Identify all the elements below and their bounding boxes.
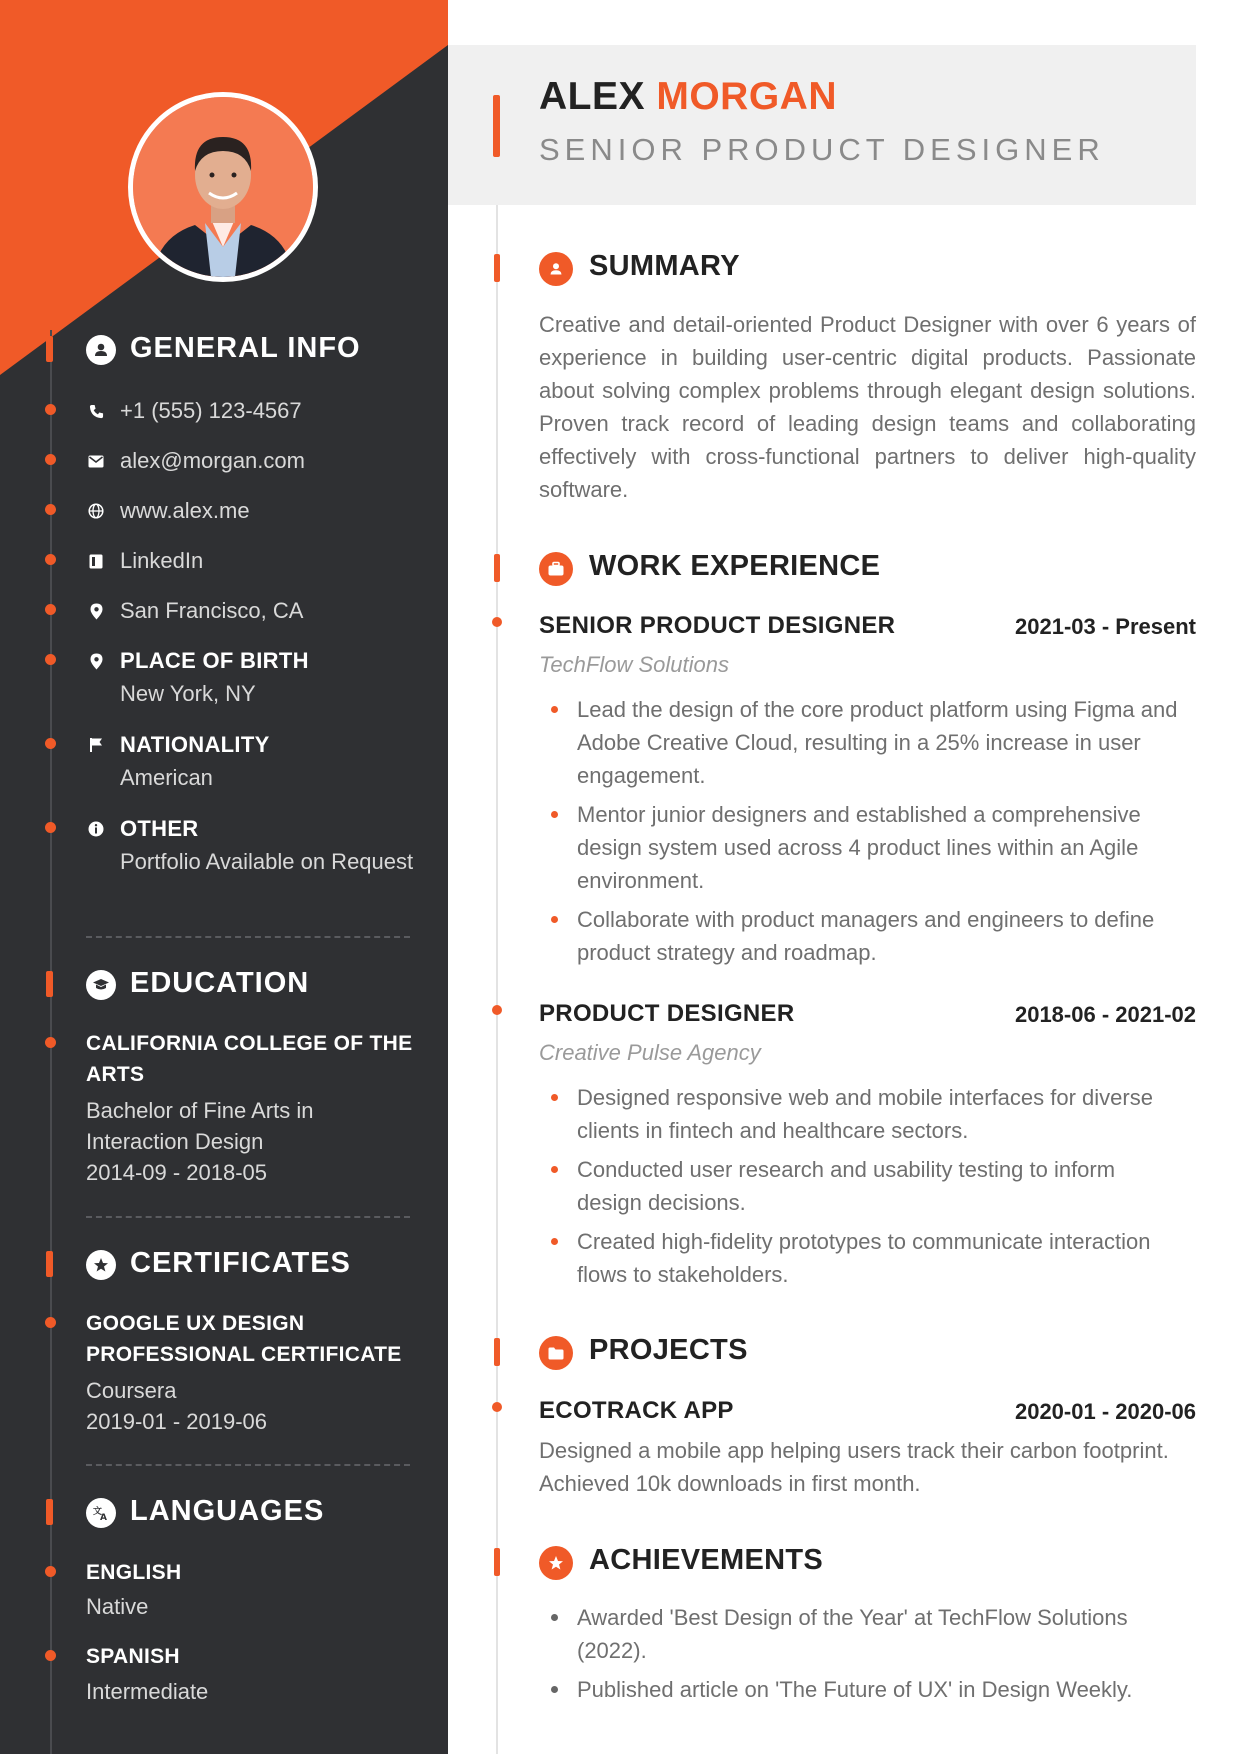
education-school: CALIFORNIA COLLEGE OF THE ARTS	[86, 1032, 413, 1086]
linkedin-text[interactable]: LinkedIn	[120, 548, 204, 573]
job-bullets	[539, 1081, 1179, 1297]
section-title: GENERAL INFO	[130, 332, 361, 364]
timeline-dot	[492, 1005, 502, 1015]
birthplace-label: PLACE OF BIRTH	[120, 648, 309, 673]
education-degree: Bachelor of Fine Arts in Interaction Design	[86, 1098, 314, 1154]
svg-text:文: 文	[93, 1507, 103, 1517]
section-marker	[46, 971, 53, 997]
section-marker	[494, 1548, 500, 1576]
user-icon	[86, 335, 116, 365]
section-title: WORK EXPERIENCE	[589, 550, 881, 582]
location-text: San Francisco, CA	[120, 598, 304, 623]
achievement-list	[539, 1601, 1199, 1712]
section-title: PROJECTS	[589, 1334, 748, 1366]
achievement-item: Published article on 'The Future of UX' in Design Weekly.	[539, 1673, 1199, 1706]
work-heading	[0, 550, 1240, 590]
job-bullet: Lead the design of the core product platform using Figma and Adobe Creative Cloud, resulting in a 25% increase in user engagement.	[539, 693, 1179, 792]
job-role: SENIOR PRODUCT DESIGNER	[539, 612, 896, 639]
translate-icon	[86, 1498, 116, 1528]
language-level: Intermediate	[86, 1679, 209, 1704]
job-dates: 2021-03 - Present	[1015, 614, 1196, 639]
section-divider	[86, 1464, 410, 1466]
timeline-dot	[492, 1402, 502, 1412]
section-marker	[46, 336, 53, 362]
section-divider	[86, 936, 410, 938]
nationality-label: NATIONALITY	[120, 732, 270, 757]
education-section	[0, 965, 448, 1005]
timeline-dot	[45, 1650, 56, 1661]
timeline-dot	[45, 1037, 56, 1048]
main-timeline	[496, 205, 498, 1754]
section-marker	[46, 1499, 53, 1525]
job-bullet: Designed responsive web and mobile interfaces for diverse clients in fintech and healthcare sectors.	[539, 1081, 1179, 1147]
project-description: Designed a mobile app helping users track their carbon footprint. Achieved 10k downloads in first month.	[539, 1438, 1169, 1496]
language-name: SPANISH	[86, 1645, 180, 1668]
first-name: ALEX	[539, 75, 646, 118]
job-company: TechFlow Solutions	[539, 652, 729, 677]
job-bullet: Collaborate with product managers and engineers to define product strategy and roadmap.	[539, 903, 1179, 969]
general-info-section	[0, 330, 448, 370]
languages-heading	[0, 1493, 448, 1533]
certificate-issuer: Coursera	[86, 1378, 177, 1403]
location-pin-icon	[86, 601, 106, 621]
job-dates: 2018-06 - 2021-02	[1014, 1002, 1196, 1027]
info-icon	[86, 819, 106, 839]
star-icon	[539, 1546, 573, 1580]
general-info-heading	[0, 330, 448, 370]
last-name: MORGAN	[656, 75, 838, 118]
job-role: PRODUCT DESIGNER	[539, 1000, 795, 1027]
briefcase-icon	[539, 552, 573, 586]
timeline-dot	[492, 617, 502, 627]
header-marker	[493, 95, 500, 157]
section-title: LANGUAGES	[130, 1495, 325, 1527]
graduation-cap-icon	[86, 970, 116, 1000]
certificates-section	[0, 1245, 448, 1285]
section-marker	[46, 1251, 53, 1277]
section-marker	[494, 1338, 500, 1366]
email-text[interactable]: alex@morgan.com	[120, 448, 305, 473]
timeline-dot	[45, 404, 56, 415]
summary-heading	[0, 250, 1240, 290]
job-company: Creative Pulse Agency	[539, 1040, 761, 1065]
language-name: ENGLISH	[86, 1561, 182, 1584]
website-text[interactable]: www.alex.me	[120, 498, 250, 523]
user-icon	[539, 252, 573, 286]
job-bullet: Conducted user research and usability testing to inform design decisions.	[539, 1153, 1179, 1219]
timeline-dot	[45, 1317, 56, 1328]
section-marker	[494, 554, 500, 582]
other-value: Portfolio Available on Request	[120, 849, 414, 874]
other-label: OTHER	[120, 816, 199, 841]
mail-icon	[86, 451, 106, 471]
timeline-dot	[45, 504, 56, 515]
achievement-item: Awarded 'Best Design of the Year' at TechFlow Solutions (2022).	[539, 1601, 1199, 1667]
birthplace-value: New York, NY	[120, 681, 256, 706]
phone-icon	[86, 401, 106, 421]
globe-icon	[86, 501, 106, 521]
job-bullet: Mentor junior designers and established a comprehensive design system used across 4 product lines within an Agile environment.	[539, 798, 1179, 897]
section-title: SUMMARY	[589, 250, 740, 282]
location-pin-icon	[86, 651, 106, 671]
timeline-dot	[45, 822, 56, 833]
timeline-dot	[45, 738, 56, 749]
certificates-heading	[0, 1245, 448, 1285]
certificate-dates: 2019-01 - 2019-06	[86, 1409, 268, 1434]
full-name	[539, 75, 837, 119]
timeline-dot	[45, 654, 56, 665]
job-bullet: Created high-fidelity prototypes to communicate interaction flows to stakeholders.	[539, 1225, 1179, 1291]
job-bullets	[539, 693, 1179, 975]
section-title: ACHIEVEMENTS	[589, 1544, 824, 1576]
timeline-dot	[45, 604, 56, 615]
section-marker	[494, 254, 500, 282]
project-name: ECOTRACK APP	[539, 1397, 734, 1424]
summary-text: Creative and detail-oriented Product Designer with over 6 years of experience in building user-centric digital products. Passionate about solving complex problems through elegant design solutions. Proven track record of leading design teams and collaborating effectively with cross-functional partners to deliver high-quality software.	[539, 312, 1196, 502]
language-level: Native	[86, 1594, 149, 1619]
phone-text[interactable]: +1 (555) 123-4567	[120, 398, 302, 423]
folder-icon	[539, 1336, 573, 1370]
achievements-heading	[0, 1544, 1240, 1584]
education-dates: 2014-09 - 2018-05	[86, 1160, 268, 1185]
timeline-dot	[45, 454, 56, 465]
svg-text:A: A	[100, 1513, 107, 1521]
section-divider	[86, 1216, 410, 1218]
section-title: EDUCATION	[130, 967, 310, 999]
project-dates: 2020-01 - 2020-06	[1014, 1399, 1196, 1424]
section-title: CERTIFICATES	[130, 1247, 351, 1279]
certificate-name: GOOGLE UX DESIGN PROFESSIONAL CERTIFICATE	[86, 1312, 402, 1366]
languages-section	[0, 1493, 448, 1533]
star-icon	[86, 1250, 116, 1280]
job-title: SENIOR PRODUCT DESIGNER	[539, 132, 1105, 167]
name-header	[448, 45, 1196, 205]
nationality-value: American	[120, 765, 213, 790]
projects-heading	[0, 1334, 1240, 1374]
education-heading	[0, 965, 448, 1005]
flag-icon	[86, 735, 106, 755]
